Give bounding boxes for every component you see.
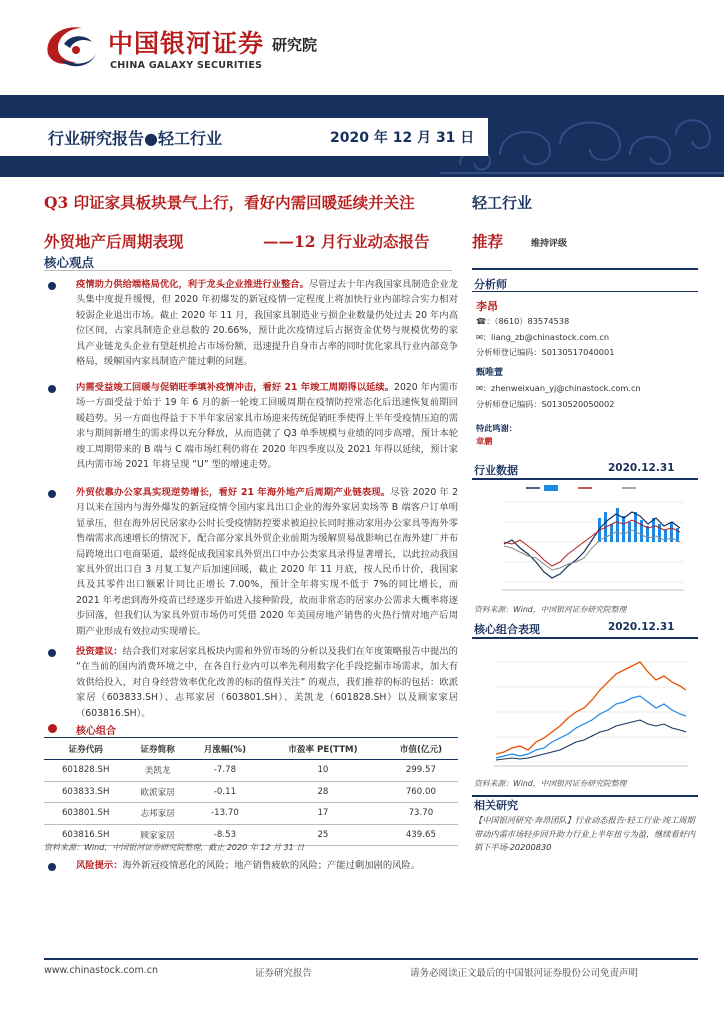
paragraph-lead: 疫情助力供给端格局优化，利于龙头企业推进行业整合。 [76, 279, 309, 290]
paragraph-body: 结合我们对家居家具板块内需和外贸市场的分析以及我们在年度策略报告中提出的 “在当前的国内消费环境之中，在各自行业内可以率先利用数字化手段挖掘市场需求，加大有效供给投入，对自身经营效率优化改善的标的值得关注” 的观点，我们推荐的标的包括：欧派家居（603833.SH）、志邦家居（603801.SH）、美凯龙（601828.SH）以及顾家家居（603816.SH）。 [76, 646, 458, 719]
chart-series-portfolio [496, 662, 686, 754]
table-row [44, 803, 458, 825]
table-cell: 17 [262, 803, 384, 825]
analyst-email[interactable]: ✉：zhenweixuan_yj@chinastock.com.cn [476, 383, 641, 393]
table-row [44, 760, 458, 782]
divider [472, 268, 698, 270]
risk-body: 海外新冠疫情恶化的风险；地产销售疲软的风险；产能过剩加剧的风险。 [122, 860, 421, 871]
brand-logo [40, 20, 360, 80]
divider [44, 270, 452, 271]
report-date: 2020 年 12 月 31 日 [330, 130, 475, 146]
sidebar-rating: 推荐 [472, 232, 504, 251]
analyst-cert: 分析师登记编码：S0130520050002 [476, 399, 615, 409]
portfolio-performance-date: 2020.12.31 [608, 621, 675, 633]
table-cell: -7.78 [188, 760, 262, 782]
bullet-icon [48, 863, 56, 871]
industry-data-date: 2020.12.31 [608, 462, 675, 474]
footer-divider [44, 958, 698, 960]
analyst-name: 李昂 [476, 300, 498, 313]
table-cell: 603833.SH [44, 781, 127, 803]
bullet-icon [48, 724, 57, 733]
related-research-heading: 相关研究 [474, 799, 518, 812]
bullet-icon [48, 282, 56, 290]
table-cell: 28 [262, 781, 384, 803]
portfolio-performance-heading: 核心组合表现 [474, 623, 540, 636]
column-header: 市盈率 PE(TTM) [262, 738, 384, 760]
report-type: 行业研究报告●轻工行业 [48, 129, 222, 148]
analyst-cert: 分析师登记编码：S0130517040001 [476, 347, 615, 357]
table-cell: 760.00 [384, 781, 458, 803]
chart-source: 资料来源：Wind，中国银河证券研究院整理 [474, 605, 627, 614]
portfolio-performance-chart [474, 642, 698, 772]
chart-source: 资料来源：Wind，中国银河证券研究院整理 [474, 779, 627, 788]
divider [472, 637, 698, 639]
industry-data-heading: 行业数据 [474, 464, 518, 477]
analyst-email[interactable]: ✉：liang_zb@chinastock.com.cn [476, 332, 610, 342]
table-cell: 志邦家居 [127, 803, 187, 825]
paragraph-supply [76, 277, 458, 369]
paragraph-lead: 投资建议： [76, 646, 123, 657]
galaxy-logo-icon [40, 20, 102, 80]
divider [472, 478, 698, 480]
footer-website-link[interactable]: www.chinastock.com.cn [44, 965, 158, 976]
logo-text-en: CHINA GALAXY SECURITIES [110, 60, 263, 71]
column-header: 市值(亿元) [384, 738, 458, 760]
paragraph-body: 尽管 2020 年 2 月以来在国内与海外爆发的新冠疫情令国内家具出口企业的海外家居卖场等 B 端客户订单明显承压，但在海外居民居家办公时长受疫情防控要求被迫拉长同时推动家用办公家具等海外零售端需求高速增长的情况下，配合部分家具外贸企业前期为缓解贸易战影响已在海外建厂并布局跨境出口电商渠道，最终促成我国家具外贸出口中办公类家具录得显著增长，以此拉动我国家具外贸出口自 3 月复工复产后加速回暖，截止 2020 年 11 月底，按人民币计价，我国家具及其零件出口额累计同比正增长 7.00%，预计全年将实现不低于 7%的同比增长，而 2021 年考虑到海外疫苗已经逐步开始进入接种阶段，故而非常态的居家办公需求大概率将逐步回落，但我们认为家具外贸市场仍可凭借 2020 年美国房地产销售的火热行情对地产后周期产业形成有效拉动实现增长。 [76, 487, 458, 637]
table-cell: 25 [262, 824, 384, 846]
portfolio-table [44, 737, 458, 846]
risk-warning [76, 858, 458, 873]
header-banner [0, 95, 724, 177]
table-cell: -8.53 [188, 824, 262, 846]
paragraph-domestic [76, 380, 458, 472]
section-heading-key-views: 核心观点 [44, 255, 95, 270]
paragraph-lead: 外贸依靠办公家具实现逆势增长，看好 21 年海外地产后周期产业链表现。 [76, 487, 391, 498]
column-header: 证券代码 [44, 738, 127, 760]
table-title: 核心组合 [76, 726, 116, 737]
table-cell: 603816.SH [44, 824, 127, 846]
related-research-link[interactable]: 【中国银河研究·奔昂团队】行业动态报告·轻工行业·竣工周期带动内需市场轻步回升助力行业上半年扭亏为盈，继续看好内销下半场-20200830 [474, 815, 696, 852]
column-header: 月涨幅(%) [188, 738, 262, 760]
paragraph-body: 2020 年内需市场一方面受益于始于 19 年 6 月的新一轮竣工回暖周期在疫情防控常态化后迅速恢复前期回暖趋势。另一方面也得益于下半年家居家具市场迎来传统促销旺季使得上半年受疫情压迫的需求与期间新增生的需求得以充分释放，从而造就了 Q3 单季规模与业绩的同步高增，预计本轮竣工周期带来的 B 端与 C 端市场红利仍将在 2020 年四季度以及 2021 年得以延续，预计家具内需市场 2021 年将呈现 “U” 型的增速走势。 [76, 382, 458, 471]
headline-line-2a: 外贸地产后周期表现 [44, 232, 184, 251]
footer-disclaimer: 请务必阅读正文最后的中国银河证券股份公司免责声明 [410, 968, 639, 979]
table-header-row [44, 738, 458, 760]
table-cell: 299.57 [384, 760, 458, 782]
table-cell: 601828.SH [44, 760, 127, 782]
sidebar-rating-note: 维持评级 [531, 239, 568, 249]
paragraph-export [76, 485, 458, 639]
headline-line-2b: ——12 月行业动态报告 [263, 232, 430, 251]
table-cell: 603801.SH [44, 803, 127, 825]
chart-series-market [504, 520, 680, 566]
paragraph-investment [76, 644, 458, 721]
divider [472, 291, 698, 292]
table-row [44, 781, 458, 803]
table-cell: 10 [262, 760, 384, 782]
table-cell: -13.70 [188, 803, 262, 825]
headline-line-1: Q3 印证家具板块景气上行，看好内需回暖延续并关注 [44, 193, 415, 212]
column-header: 证券简称 [127, 738, 187, 760]
footer-report-label: 证券研究报告 [255, 968, 313, 979]
risk-lead: 风险提示： [76, 860, 123, 871]
table-cell: 73.70 [384, 803, 458, 825]
analyst-phone: ☎：（8610）83574538 [476, 316, 570, 326]
thanks-heading: 特此鸣谢： [476, 423, 517, 433]
logo-text-cn: 中国银河证券 [108, 29, 265, 58]
table-cell: 顾家家居 [127, 824, 187, 846]
analyst-heading: 分析师 [474, 278, 507, 291]
analyst-name: 甄唯萱 [476, 368, 504, 378]
table-cell: -0.11 [188, 781, 262, 803]
paragraph-body: 尽管过去十年内我国家具制造企业龙头集中度提升缓慢，但 2020 年初爆发的新冠疫情一定程度上将加快行业内部综合实力相对较弱企业退出市场。截止 2020 年 11 月，我国家具制造业亏损企业数量仍处过去 20 年内高位区间，占家具制造企业总数的 20.66%，预计此次疫情过后占据资金优势与规模优势的家具产业链龙头企业有望赶机抢占市场份额，迅速提升自身市占率的同时优化家具行业内部竞争格局，缓解国内家具制造产能过剩的问题。 [76, 279, 458, 368]
sidebar-industry: 轻工行业 [472, 194, 533, 212]
bullet-icon [48, 490, 56, 498]
table-source: 资料来源：Wind，中国银河证券研究院整理，截止 2020 年 12 月 31 日 [44, 843, 305, 852]
thanks-name: 章鹏 [476, 436, 493, 446]
paragraph-lead: 内需受益竣工回暖与促销旺季填补疫情冲击，看好 21 年竣工周期得以延续。 [76, 382, 395, 393]
bullet-icon [48, 385, 56, 393]
bullet-icon [48, 649, 56, 657]
table-cell: 439.65 [384, 824, 458, 846]
logo-text-institute: 研究院 [272, 36, 318, 54]
table-cell: 欧派家居 [127, 781, 187, 803]
chart-legend [526, 485, 636, 491]
report-title-bar [0, 118, 488, 156]
table-cell: 美凯龙 [127, 760, 187, 782]
industry-index-chart [474, 482, 698, 600]
chart-series-index [496, 720, 686, 760]
